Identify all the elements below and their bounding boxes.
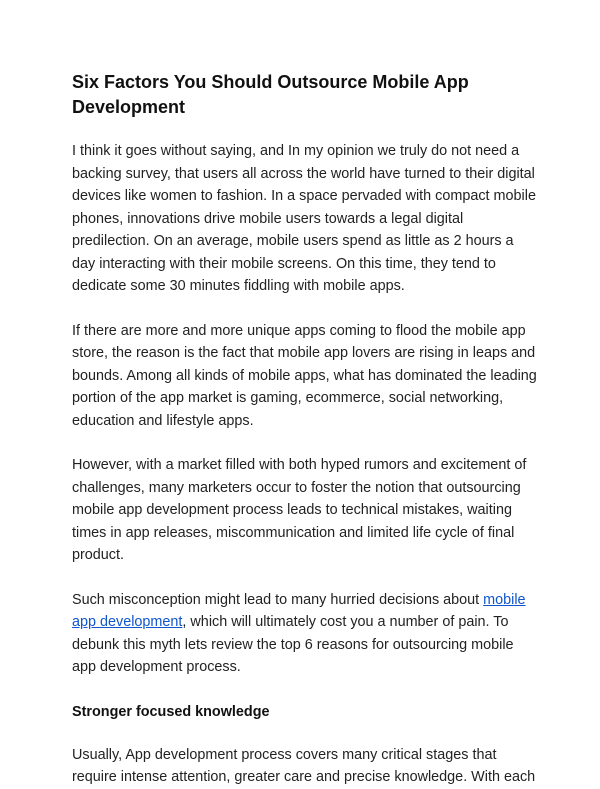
section-heading: Stronger focused knowledge xyxy=(72,703,270,720)
mobile-app-development-link[interactable]: mobile app development xyxy=(72,591,526,630)
link-paragraph-after: , which will ultimately cost you a number of pain. To debunk this myth lets review the top 6 reasons for outsourcing mobile app development process. xyxy=(72,614,514,675)
section-paragraph: Usually, App development process covers many critical stages that require intense attention, greater care and precise knowledge. With each xyxy=(72,746,536,785)
document-title: Six Factors You Should Outsource Mobile App Development xyxy=(72,72,469,117)
intro-paragraph: I think it goes without saying, and In my opinion we truly do not need a backing survey, that users all across the world have turned to their digital devices like women to fashion. In a space pervaded with compact mobile phones, innovations drive mobile users towards a legal digital predilection. On an average, mobile users spend as little as 2 hours a day interacting with their mobile screens. On this time, they tend to dedicate some 30 minutes fiddling with mobile apps. xyxy=(72,143,536,294)
link-paragraph-before: Such misconception might lead to many hurried decisions about xyxy=(72,591,484,608)
misconception-paragraph: However, with a market filled with both hyped rumors and excitement of challenges, many marketers occur to foster the notion that outsourcing mobile app development process leads to technical mistakes, waiting times in app releases, miscommunication and limited life cycle of final product. xyxy=(72,457,527,563)
link-paragraph xyxy=(72,589,540,679)
app-market-paragraph: If there are more and more unique apps coming to flood the mobile app store, the reason is the fact that mobile app lovers are rising in leaps and bounds. Among all kinds of mobile apps, what has dominated the leading portion of the app market is gaming, ecommerce, social networking, education and lifestyle apps. xyxy=(72,322,537,429)
